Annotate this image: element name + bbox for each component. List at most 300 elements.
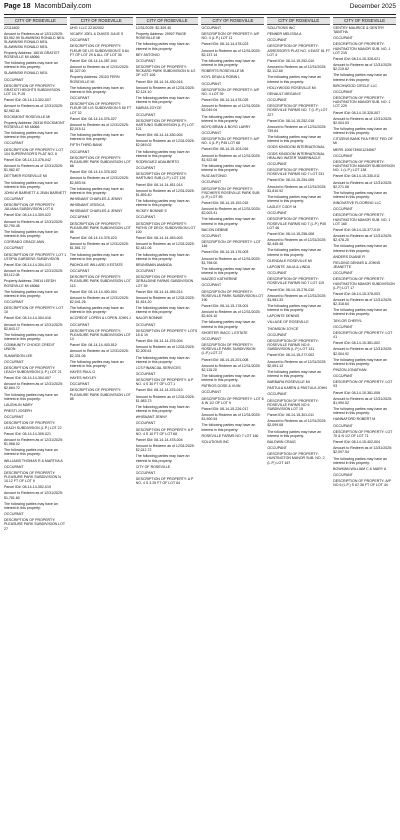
notice-paragraph: MARIJA ZOYCE bbox=[135, 106, 162, 111]
column-header: CITY OF ROSEVILLE bbox=[333, 17, 396, 25]
notice-paragraph: OCCUPANT bbox=[333, 207, 353, 212]
notice-paragraph: OCCUPANT bbox=[135, 470, 156, 475]
notice-paragraph: Parcel ID#: 08-14-14-430-016 bbox=[135, 79, 183, 84]
notice-paragraph: Parcel ID#: 08-14-14-304-013 bbox=[4, 262, 51, 267]
notice-paragraph: Parcel ID#: 08-14-15-328-007 bbox=[333, 110, 381, 115]
notice-paragraph: OCCUPANT bbox=[267, 38, 287, 43]
notice-paragraph: The following parties may have an interest in this property: bbox=[201, 266, 256, 276]
notice-paragraph: OCCUPANT bbox=[4, 464, 24, 469]
notice-paragraph: OCCUPANT bbox=[201, 283, 222, 288]
notice-paragraph: Amount to Redeem as of 12/31/2025: $1,581.72 bbox=[69, 242, 129, 251]
notice-paragraph: KOYL DEAN & ROBIN L bbox=[201, 75, 241, 80]
notice-paragraph: Amount to Redeem as of 12/31/2025: $1,922.68 bbox=[201, 153, 261, 162]
notice-paragraph: BOWMAN WILLIAM C & MARY A bbox=[333, 466, 387, 471]
notice-paragraph: Amount to Redeem as of 12/31/2025: $1,327.00 bbox=[69, 65, 129, 74]
notice-paragraph: OCCUPANT bbox=[4, 77, 24, 82]
notice-paragraph: MAZZEO KATHERINE bbox=[201, 277, 238, 282]
notice-paragraph: The following parties may have an interest in this property: bbox=[201, 320, 256, 329]
notice-paragraph: VICARY JOEL & DUKES JULIE S bbox=[69, 32, 124, 37]
notice-paragraph: Parcel ID#: 08-14-15-301-011 bbox=[267, 413, 314, 418]
notice-paragraph: RUIZ ANTONIO bbox=[201, 174, 227, 179]
notice-paragraph: Amount to Redeem as of 12/31/2025: $1,810.92 bbox=[267, 184, 327, 193]
notice-paragraph: TAYLOR CHERYL bbox=[333, 318, 363, 323]
notice-paragraph: Parcel ID#: 08-14-14-305-021 bbox=[4, 431, 51, 436]
notice-paragraph: DESCRIPTION OF PROPERTY: LOTS 18 & 19 bbox=[135, 328, 198, 337]
notice-paragraph: SOLUTIONS INC bbox=[201, 439, 230, 444]
notice-paragraph: The following parties may have an interest in this property: bbox=[333, 456, 387, 465]
notice-paragraph: Parcel ID#: 08-14-15-277-002 bbox=[267, 353, 315, 358]
notice-paragraph: The following parties may have an interest in this property: bbox=[4, 448, 58, 457]
notice-paragraph: OCCUPANT bbox=[267, 161, 287, 166]
notice-paragraph: OCCUPANT bbox=[267, 446, 287, 451]
notice-paragraph: The following parties may have an interest in this property: bbox=[69, 252, 124, 261]
notice-paragraph: OCCUPANT bbox=[69, 149, 90, 154]
notice-paragraph: Parcel ID#: 08-14-15-402-004 bbox=[333, 440, 381, 445]
notice-paragraph: OCCUPANT bbox=[4, 141, 24, 146]
column-header: CITY OF ROSEVILLE bbox=[201, 17, 264, 25]
notice-paragraph: DESCRIPTION OF PROPERTY: PLEASURE PARK SUBDIVISION LOT 85 bbox=[69, 388, 131, 401]
notice-paragraph: ROCKMONT ROSEVILLE MI bbox=[4, 114, 51, 119]
notice-paragraph: The following parties may have an interest in this property: bbox=[135, 404, 190, 414]
notice-paragraph: DESCRIPTION OF PROPERTY: FISCHER'S ROSEVILLE PARK SUB (L.P.) LOT 55 bbox=[201, 186, 260, 199]
notice-paragraph: DESCRIPTION OF PROPERTY: ROSEVILLE FARMS NO 7 (L.P.) P45 LOT 46 bbox=[267, 217, 327, 230]
notice-paragraph: The following parties may have an interest in this property: bbox=[69, 133, 124, 142]
column-4 bbox=[201, 17, 264, 839]
notice-paragraph: Amount to Redeem as of 12/31/2025: $2,004.53 bbox=[333, 116, 393, 125]
notice-paragraph: LAGLEY CODY M bbox=[267, 205, 297, 210]
notice-paragraph: OCCUPANT bbox=[4, 197, 24, 201]
notice-paragraph: The following parties may have an interest in this property: bbox=[267, 194, 322, 203]
notice-paragraph: WHISNANT CHARLES & JENNY bbox=[69, 197, 123, 201]
notice-paragraph: Parcel ID#: 08-14-13-302-007 bbox=[4, 98, 51, 103]
notice-paragraph: INNOVATIVE FLOORING LLC bbox=[333, 201, 382, 206]
notice-paragraph: Parcel ID#: 08-14-14-476-010 bbox=[135, 388, 183, 393]
notice-paragraph: UHG I LLC 22102002 bbox=[69, 26, 104, 30]
notice-paragraph: Parcel ID#: 08-14-14-304-007 bbox=[4, 376, 51, 381]
notice-paragraph: Parcel ID#: 08-14-15-178-001 bbox=[201, 303, 249, 308]
notice-paragraph: DESCRIPTION OF PROPERTY: LOT 8 & W 1/2 OF LOT 9 bbox=[201, 396, 264, 405]
column-text bbox=[333, 26, 396, 487]
notice-paragraph: DESCRIPTION OF PROPERTY: A/P NO 6 (L.P.) S 67.38 FT OF LOT 44 bbox=[333, 479, 391, 488]
notice-paragraph: DESCRIPTION OF PROPERTY: FLEUR DE LIS SUBDIVISION E 5.64 FT OF LOT 29 & ALL OF LOT 30 bbox=[69, 44, 129, 57]
notice-paragraph: Amount to Redeem as of 12/31/2025: $1,893.40 bbox=[135, 188, 195, 197]
notice-paragraph: DESCRIPTION OF PROPERTY: RICKARD PARK SUBDIVISION N 1/2 OF LOT 106 bbox=[135, 65, 196, 78]
notice-paragraph: Amount to Redeem as of 12/31/2025: $1,983.73 bbox=[135, 394, 195, 403]
notice-paragraph: OCCUPANT bbox=[135, 58, 156, 63]
column-2 bbox=[70, 17, 133, 839]
notice-paragraph: OCCUPANT bbox=[135, 215, 156, 220]
notice-paragraph: Parcel ID#: 08-14-15-152-015 bbox=[201, 201, 249, 205]
notice-paragraph: THOMSON JOYCE bbox=[267, 326, 299, 331]
notice-paragraph: WHISNANT JESSICA bbox=[69, 203, 105, 208]
notice-paragraph: OCCUPANT bbox=[333, 374, 353, 379]
notice-columns bbox=[4, 17, 396, 839]
notice-paragraph: Parcel ID#: 08-14-15-254-005 bbox=[267, 178, 315, 183]
notice-paragraph: The following parties may have an interest in this property: bbox=[333, 244, 387, 253]
notice-paragraph: Parcel ID#: 08-14-15-377-019 bbox=[333, 227, 381, 232]
notice-paragraph: Amount to Redeem as of 12/31/2025: $2,478.20 bbox=[333, 234, 393, 243]
notice-paragraph: The following parties may have an interest in this property: bbox=[333, 308, 387, 317]
column-3 bbox=[136, 17, 199, 839]
notice-paragraph: DESCRIPTION OF PROPERTY: PLEASURE PARK SUBDIVISION LOT 27 bbox=[4, 518, 65, 531]
notice-paragraph: The following parties may have an interest in this property: bbox=[135, 96, 190, 105]
notice-paragraph: The following parties may have an interest in this property: bbox=[201, 374, 256, 383]
notice-paragraph: OCCUPANT bbox=[333, 271, 353, 276]
notice-paragraph: Parcel ID#: 08-14-15-326-021 bbox=[333, 56, 381, 61]
notice-paragraph: DESCRIPTION OF PROPERTY: LOT 70 & N 1/2 OF LOT 71 bbox=[333, 429, 393, 438]
notice-paragraph: Amount to Redeem as of 12/31/2025: $2,124.10 bbox=[135, 85, 195, 94]
notice-paragraph: LAUGHLIN MARY bbox=[4, 402, 33, 407]
notice-paragraph: Parcel ID#: 08-14-14-478-023 bbox=[201, 42, 249, 47]
notice-paragraph: GODS KINGDOM INTERNATIONAL HEALING WATER TABERNACLE bbox=[267, 151, 325, 160]
notice-paragraph: DESCRIPTION OF PROPERTY: ROSEVILLE FARMS NO. 7 (L.P.) LOT 227 bbox=[267, 104, 328, 117]
notice-paragraph: HAYES HAYLEY bbox=[69, 376, 97, 381]
notice-paragraph: The following parties may have an interest in this property: bbox=[135, 454, 190, 463]
notice-paragraph: DESCRIPTION OF PROPERTY: A P NO. 4 S 10 FT OF LOT 68 bbox=[135, 427, 194, 436]
notice-paragraph: BACON DEBBIE bbox=[201, 227, 229, 232]
notice-paragraph: Parcel ID#: 08-14-15-252-018 bbox=[267, 118, 315, 123]
notice-paragraph: The following parties may have an interest in this property: bbox=[4, 332, 58, 342]
notice-paragraph: SLAWINSKI RONALD NEIL bbox=[4, 71, 48, 76]
notice-paragraph: ACCREDIT LOPEN & LOPEN JOHN J bbox=[69, 316, 131, 321]
notice-paragraph: HAYES PAUL G bbox=[69, 370, 96, 374]
notice-paragraph: DESCRIPTION OF PROPERTY: HUNTINGTON MANOR SUB. NO. 1 LOT 215 bbox=[333, 42, 391, 55]
notice-paragraph: The following parties may have an interest in this property: bbox=[267, 135, 322, 144]
notice-paragraph: The following parties may have an interest in this property: bbox=[201, 58, 256, 68]
notice-paragraph: DESCRIPTION OF PROPERTY: ROSEVILLE FARMS NO 6 SUBDIVISION (L.P.) LOT 131 bbox=[267, 338, 319, 352]
notice-paragraph: Parcel ID#: 08-14-15-252-010 bbox=[267, 58, 315, 63]
notice-paragraph: Property Address: 16015 GRATIOT ROSEVILLE MI 48066 bbox=[4, 50, 60, 59]
notice-paragraph: PRESTI JOSEPH bbox=[4, 409, 32, 414]
notice-paragraph: HICKEY BONNIE S bbox=[135, 209, 167, 214]
notice-paragraph: OCCUPANT bbox=[4, 512, 24, 517]
notice-paragraph: Parcel ID#: 08-14-14-357-044 bbox=[69, 58, 117, 63]
notice-paragraph: WHISNANT JENNY bbox=[135, 415, 168, 420]
notice-paragraph: The following parties may have an interest in this property: bbox=[201, 217, 256, 226]
notice-paragraph: OCCUPANT bbox=[267, 332, 287, 337]
notice-paragraph: OCCUPANT bbox=[135, 166, 156, 171]
notice-paragraph: The following parties may have an interest in this property: bbox=[4, 289, 58, 298]
notice-paragraph: DESCRIPTION OF PROPERTY: A/P NO. 4 (L.P.) LOT 11 bbox=[201, 32, 260, 41]
notice-paragraph: DESCRIPTION OF PROPERTY: LEACH SUBDIVISION (L.P.) LOT 21 bbox=[4, 365, 62, 374]
notice-paragraph: The following parties may have an interest in this property: bbox=[135, 199, 190, 208]
notice-paragraph: DESCRIPTION OF PROPERTY: FLEUR DE LIS SUBDIVISION S 60 FT LOT 32 bbox=[69, 102, 132, 115]
notice-paragraph: PATRIOS DOSE & VUIN bbox=[201, 384, 241, 389]
notice-paragraph: DESCRIPTION OF PROPERTY: ROSEVILLE PARK SUBDIVISION (L.P.) LOT 27 bbox=[201, 343, 256, 356]
notice-paragraph: OCCUPANT bbox=[201, 26, 222, 30]
notice-paragraph: BIRCHWOOD CIRCLE LLC bbox=[333, 83, 378, 88]
notice-paragraph: LAPOINTE DENNIS bbox=[267, 314, 300, 319]
notice-paragraph: The following parties may have an interest in this property: bbox=[267, 248, 322, 257]
notice-paragraph: GODS KINGDOM INTERNATIONAL bbox=[267, 145, 325, 150]
notice-paragraph: Property Address: 25103 FERN ROSEVILLE MI bbox=[69, 75, 120, 84]
notice-paragraph: NALOR BONNIE bbox=[135, 316, 163, 321]
notice-paragraph: DESCRIPTION OF PROPERTY: PLEASURE PARK SUBDIVISION LOT 68 bbox=[69, 155, 131, 169]
notice-paragraph: OCCUPANT bbox=[333, 472, 353, 477]
notice-paragraph: LCS FINANCIAL SERVICES bbox=[135, 365, 181, 370]
notice-paragraph: Amount to Redeem as of 12/31/2025: $1,900.54 bbox=[201, 413, 261, 422]
notice-paragraph: ROSEVILLE FARMS NO 7 LOT 160 bbox=[201, 433, 259, 438]
notice-paragraph: OCCUPANT bbox=[267, 98, 287, 103]
notice-paragraph: Amount to Redeem as of 12/31/2025: $1,968.02 bbox=[4, 437, 63, 447]
notice-paragraph: The following parties may have an interest in this property: bbox=[4, 229, 58, 239]
notice-paragraph: FIELDING DENNIS & JOHNS JEANETTE bbox=[333, 260, 381, 270]
notice-paragraph: Parcel ID#: 08-14-14-403-010 bbox=[69, 343, 117, 348]
notice-paragraph: Amount to Redeem as of 12/31/2025: $2,012.72 bbox=[135, 444, 195, 453]
notice-paragraph: OCCUPANT bbox=[135, 322, 156, 327]
notice-paragraph: HOLLYWOOD ROSEVILLE MI bbox=[267, 85, 316, 90]
notice-paragraph: Amount to Redeem as of 12/31/2025: $2,893.94 bbox=[69, 176, 129, 185]
notice-paragraph: FIFTH THIRD BANK bbox=[69, 143, 103, 148]
notice-paragraph: OCCUPANT bbox=[69, 269, 90, 274]
notice-paragraph: The following parties may have an interest in this property: bbox=[135, 42, 190, 51]
notice-paragraph: BALDWIN CRAIG bbox=[267, 439, 296, 444]
notice-paragraph: Amount to Redeem as of 12/31/2025: $3,112.08 bbox=[4, 269, 63, 278]
notice-paragraph: Parcel ID#: 08-14-15-276-010 bbox=[267, 287, 315, 292]
column-6 bbox=[333, 17, 396, 839]
notice-paragraph: SHORTER ISACC L ESTATE bbox=[201, 330, 248, 335]
notice-paragraph: OCCUPANT bbox=[201, 130, 222, 135]
page-number: Page 18 bbox=[4, 3, 31, 10]
notice-paragraph: Amount to Redeem as of 12/31/2025: $2,962.81 bbox=[4, 104, 63, 113]
notice-paragraph: Parcel ID#: 08-14-15-103-016 bbox=[201, 147, 249, 152]
notice-paragraph: The following parties may have an interest in this property: bbox=[135, 306, 190, 315]
notice-paragraph: DESCRIPTION OF PROPERTY: PATHS OF DECK SUBDIVISION LOT 100 bbox=[135, 221, 196, 234]
notice-paragraph: OCCUPANT bbox=[4, 246, 24, 251]
notice-paragraph: The following parties may have an interest in this property: bbox=[4, 180, 58, 189]
notice-paragraph: Amount to Redeem as of 12/31/2025: $1,814.20 bbox=[135, 295, 195, 304]
notice-paragraph: Amount to Redeem as of 12/31/2025: $2,115.20 bbox=[201, 363, 261, 372]
notice-paragraph: Amount to Redeem as of 12/31/2025: $2,318.64 bbox=[333, 297, 393, 307]
notice-paragraph: DESCRIPTION OF PROPERTY: ASSESSOR'S PLAT NO. 4 EAST 61 FT LOT 4 bbox=[267, 44, 331, 57]
notice-paragraph: Parcel ID#: 08-14-14-478-004 bbox=[135, 437, 183, 442]
notice-paragraph: DESCRIPTION OF PROPERTY: PLEASURE PARK SUBDIVISION LOT 113 bbox=[69, 275, 131, 288]
notice-paragraph: OCCUPANT bbox=[4, 359, 24, 364]
notice-paragraph: The following parties may have an interest in this property: bbox=[267, 429, 322, 438]
notice-paragraph: Parcel ID#: 08-14-15-256-008 bbox=[267, 231, 315, 236]
notice-paragraph: 12/31/2025: $2,309.40 bbox=[135, 26, 172, 30]
notice-paragraph: Amount to Redeem as of 12/31/2025: $1,981.33 bbox=[267, 293, 327, 302]
notice-paragraph: OCCUPANT bbox=[135, 269, 156, 274]
notice-paragraph: OCCUPANT bbox=[267, 271, 287, 276]
notice-paragraph: GLENDALE ROSEVILLE MI bbox=[267, 258, 312, 263]
notice-paragraph: BEY ANTONIO bbox=[135, 52, 160, 57]
notice-paragraph: LAPOINTE JULIA & LINDA bbox=[267, 264, 311, 269]
notice-paragraph: Amount to Redeem as of 12/31/2025: $2,112.60 bbox=[267, 65, 327, 74]
notice-paragraph: BOYD BRIAN & BOYD LARRY bbox=[201, 124, 251, 129]
notice-paragraph: The following parties may have an interest in this property: bbox=[4, 392, 58, 401]
column-text bbox=[267, 26, 330, 465]
notice-paragraph: DESCRIPTION OF PROPERTY: A P NO. 4 S 30 FT OF LOT 1 bbox=[135, 378, 194, 387]
notice-paragraph: DESCRIPTION OF PROPERTY: ROSEVILLE PARK SUBDIVISION LOT 190 bbox=[201, 289, 264, 302]
notice-paragraph: The following parties may have an interest in this property: bbox=[267, 369, 322, 378]
notice-paragraph: Parcel ID#: 08-14-14-378-023 bbox=[69, 236, 117, 241]
notice-paragraph: Amount to Redeem as of 12/31/2025: $1,781.60 bbox=[4, 491, 63, 500]
notice-paragraph: MERS 1000739001234567 bbox=[333, 147, 376, 152]
notice-paragraph: Amount to Redeem as of 12/31/2025: $2,051.13 bbox=[267, 359, 327, 368]
notice-paragraph: The following parties may have an interest in this property: bbox=[201, 423, 256, 432]
notice-paragraph: WILLIAMS THOMAS R & MARTHA A bbox=[4, 458, 63, 463]
notice-paragraph: Parcel ID#: 08-14-14-309-022 bbox=[4, 213, 51, 218]
column-text bbox=[4, 26, 67, 531]
notice-paragraph: DESCRIPTION OF PROPERTY: ROSEVILLE FARMS NO 7 LOT 231 bbox=[267, 168, 325, 177]
notice-paragraph: DESCRIPTION OF PROPERTY: A/P NO. 4 LOT 39 bbox=[201, 87, 260, 96]
notice-paragraph: Parcel ID#: 08-14-15-330-011 bbox=[333, 174, 380, 179]
column-header: CITY OF ROSEVILLE bbox=[136, 17, 199, 25]
notice-paragraph: The following parties may have an interest in this property: bbox=[69, 186, 124, 195]
notice-paragraph: Parcel ID#: 08-14-14-476-004 bbox=[135, 339, 183, 344]
notice-paragraph: Parcel ID#: 08-14-14-478-025 bbox=[201, 98, 249, 103]
notice-paragraph: Parcel ID#: 08-14-14-451-014 bbox=[135, 182, 183, 187]
notice-paragraph: GENTRY MAURICE & GENTRY TABITHA bbox=[333, 26, 385, 35]
notice-paragraph: Parcel ID#: 08-14-14-304-016 bbox=[4, 316, 51, 321]
notice-paragraph: Amount to Redeem as of 12/31/2025: $3,962.99 SLAWINSKI RONALD NEIL SLAWINSKI RONALD NEIL SLAWINSKI RONALD NEIL bbox=[4, 32, 65, 49]
notice-paragraph: OCCUPANT bbox=[135, 112, 156, 117]
notice-paragraph: Amount to Redeem as of 12/31/2025: $2,445.48 bbox=[267, 238, 327, 247]
notice-paragraph: DESCRIPTION OF PROPERTY: PLEASURE PARK SUBDIVISION N 10.12 FT OF LOT 9 bbox=[4, 470, 61, 484]
notice-paragraph: The following parties may have an interest in this property: bbox=[333, 126, 387, 136]
notice-paragraph: The following parties may have an interest in this property: bbox=[333, 407, 387, 416]
notice-paragraph: OCCUPANT bbox=[201, 81, 222, 86]
notice-paragraph: The following parties may have an interest in this property: bbox=[267, 75, 322, 84]
notice-paragraph: PADHOLKE WILLARD II ESTATE bbox=[69, 262, 123, 267]
notice-paragraph: OCCUPANT bbox=[69, 215, 90, 220]
notice-paragraph: RODRIGUEZ ADALBERTO bbox=[135, 159, 180, 164]
notice-paragraph: DESCRIPTION OF PROPERTY: LOT 146 bbox=[201, 240, 261, 249]
notice-paragraph: Parcel ID#: 08-14-14-352-019 bbox=[4, 485, 51, 490]
notice-paragraph: DESCRIPTION OF PROPERTY: GRATIOT HEIGHTS SUBDIVISION LOT 14, P-26 bbox=[4, 83, 61, 97]
notice-paragraph: OCCUPANT bbox=[267, 211, 287, 216]
notice-paragraph: The following parties may have an interest in this property: bbox=[135, 149, 190, 158]
notice-paragraph: Parcel ID#: 08-14-14-400-004 bbox=[69, 289, 117, 294]
notice-paragraph: CITIZENS BANK FKA FIRST FED OF MI bbox=[333, 137, 393, 146]
notice-paragraph: Amount to Redeem as of 12/31/2025: $2,441.06 bbox=[135, 242, 195, 251]
notice-paragraph: The following parties may have an interest in this property: bbox=[201, 114, 256, 123]
notice-paragraph: COMMUNITY CHOICE CREDIT UNION bbox=[4, 343, 55, 352]
notice-paragraph: Parcel ID#: 08-14-14-453-003 bbox=[135, 236, 183, 241]
notice-paragraph: Parcel ID#: 08-14-15-381-002 bbox=[333, 341, 381, 346]
notice-paragraph: Amount to Redeem as of 12/31/2025: $1,798.00 bbox=[201, 256, 261, 265]
notice-paragraph: DESCRIPTION OF PROPERTY: HUNTINGTON MANOR SUBDIVISION (L.P.) LOT 17 bbox=[333, 277, 395, 290]
notice-paragraph: PINZON JONATHAN bbox=[333, 368, 367, 372]
notice-paragraph: Amount to Redeem as of 12/31/2025: 739.64 bbox=[267, 124, 327, 133]
notice-paragraph: Parcel ID#: 08-14-14-378-002 bbox=[69, 170, 117, 175]
notice-paragraph: OCCUPANT bbox=[333, 153, 353, 158]
notice-paragraph: OCCUPANT bbox=[4, 299, 24, 304]
notice-paragraph: 22114602 bbox=[4, 26, 20, 30]
notice-paragraph: The following parties may have an interest in this property: bbox=[135, 355, 190, 364]
notice-paragraph: SUMARDON LEE bbox=[4, 353, 33, 358]
notice-paragraph: Parcel ID#: 08-14-15-201-008 bbox=[201, 357, 249, 362]
notice-paragraph: OCCUPANT bbox=[333, 89, 353, 94]
column-5 bbox=[267, 17, 330, 839]
notice-paragraph: DENAULT MEGAN E bbox=[267, 91, 301, 96]
notice-paragraph: BRUNSMAN AMANDA bbox=[135, 262, 172, 267]
notice-paragraph: The following parties may have an interest in this property: bbox=[333, 190, 387, 199]
masthead bbox=[4, 3, 396, 15]
notice-paragraph: Amount to Redeem as of 12/31/2025: $2,205.61 bbox=[135, 345, 195, 354]
notice-paragraph: Parcel ID#: 08-14-15-378-003 bbox=[333, 291, 381, 296]
site-name: MacombDaily.com bbox=[34, 3, 92, 10]
column-1 bbox=[4, 17, 67, 839]
notice-paragraph: The following parties may have an interest in this property: bbox=[69, 359, 124, 368]
notice-paragraph: OCCUPANT bbox=[333, 423, 353, 428]
notice-paragraph: OCCUPANT bbox=[267, 392, 287, 397]
notice-paragraph: Amount to Redeem as of 12/31/2025: $2,041.26 bbox=[69, 295, 129, 304]
notice-paragraph: Amount to Redeem as of 12/31/2025: $2,843.17 bbox=[4, 322, 63, 331]
notice-paragraph: OCCUPANT bbox=[69, 322, 90, 327]
notice-paragraph: DESCRIPTION OF PROPERTY: LEACH SUBDIVISION (L.P.) LOT 22 bbox=[4, 421, 62, 430]
notice-paragraph: The following parties may have an interest in this property: bbox=[333, 73, 387, 82]
notice-paragraph: The following parties may have an interest in this property: bbox=[267, 303, 322, 313]
notice-paragraph: DETTMER ROSEVILLE MI bbox=[4, 174, 47, 179]
notice-paragraph: OCCUPANT bbox=[333, 36, 353, 41]
notice-paragraph: ROBERTS ROSEVILLE MI bbox=[201, 69, 245, 74]
notice-paragraph: Property Address: 26316 ROCKMONT ROSEVILLE MI 48066 bbox=[4, 120, 65, 129]
notice-paragraph: Amount to Redeem as of 12/31/2025: $2,271.08 bbox=[333, 180, 393, 189]
issue-date: December 2025 bbox=[349, 3, 396, 10]
notice-paragraph: OCCUPANT bbox=[333, 324, 353, 329]
notice-paragraph: DESCRIPTION OF PROPERTY: HUNTINGTON MANOR SUB. NO. 2 (L.P.) LOT 167 bbox=[267, 452, 325, 465]
notice-paragraph: The following parties may have an interest in this property: bbox=[4, 131, 58, 140]
notice-paragraph: JOHN W BARNETT & JEAN BARNETT bbox=[4, 190, 67, 195]
notice-paragraph: DESCRIPTION OF PROPERTY: ROSEVILLE FARMS NO 6 SUBDIVISION LOT 15 bbox=[267, 398, 319, 411]
notice-paragraph: OCCUPANT bbox=[201, 180, 222, 185]
notice-paragraph: The following parties may have an interest in this property: bbox=[135, 252, 190, 261]
notice-paragraph: OCCUPANT bbox=[135, 421, 156, 426]
notice-paragraph: DESCRIPTION OF PROPERTY: A/P NO. 4 (L.P.) P45 LOT 68 bbox=[201, 137, 260, 146]
notice-paragraph: Amount to Redeem as of 12/31/2025: $2,664.72 bbox=[4, 382, 63, 391]
notice-paragraph: DESCRIPTION OF PROPERTY: HUNTINGTON MANOR SUBDIVISION NO. 1 (L.P.) LOT 138 bbox=[333, 159, 395, 173]
notice-paragraph: Parcel ID#: 08-14-15-226-017 bbox=[201, 406, 249, 411]
notice-paragraph: OCCUPANT bbox=[69, 96, 90, 101]
notice-paragraph: Amount to Redeem as of 12/31/2025: $2,003.41 bbox=[201, 207, 261, 216]
notice-paragraph: The following parties may have an interest in this property: bbox=[201, 163, 256, 173]
notice-paragraph: Amount to Redeem as of 12/31/2025: $2,004.92 bbox=[333, 347, 393, 356]
notice-paragraph: ANDERS DUANE R bbox=[333, 254, 365, 259]
notice-paragraph: HANNAFORD ROBERT M bbox=[333, 417, 376, 422]
notice-paragraph: The following parties may have an interest in this property: bbox=[4, 61, 58, 70]
notice-paragraph: OCCUPANT bbox=[4, 415, 24, 420]
notice-paragraph: DESCRIPTION OF PROPERTY: ROSEVILLE FARMS NO 7 LOT 119 bbox=[267, 277, 324, 286]
notice-paragraph: DESCRIPTION OF PROPERTY: HUNTINGTON MANOR SUB. NO. 1 LOT 160 bbox=[333, 213, 391, 226]
notice-paragraph: Amount to Redeem as of 12/31/2025: $1,990.52 bbox=[333, 396, 393, 405]
notice-paragraph: Amount to Redeem as of 12/31/2025: $2,099.08 bbox=[267, 419, 327, 428]
notice-paragraph: Amount to Redeem as of 12/31/2025: $1,982.87 bbox=[4, 164, 63, 173]
notice-paragraph: DESCRIPTION OF PROPERTY: A P NO. 4 S 3.25 FT OF LOT 64 bbox=[135, 476, 194, 486]
notice-paragraph: DESCRIPTION OF PROPERTY: LOT 41 bbox=[333, 330, 393, 340]
notice-paragraph: Amount to Redeem as of 12/31/2025: $2,097.54 bbox=[333, 446, 393, 455]
notice-paragraph: DESCRIPTION OF PROPERTY: HARTUNG SUB (L.P.) LOT 126 bbox=[135, 172, 188, 181]
notice-paragraph: OCCUPANT bbox=[201, 336, 222, 341]
notice-paragraph: Parcel ID#: 08-14-13-376-042 bbox=[4, 157, 51, 162]
notice-paragraph: CITY OF ROSEVILLE bbox=[135, 464, 171, 469]
notice-paragraph: OCCUPANT bbox=[201, 390, 222, 395]
notice-paragraph: DESCRIPTION OF PROPERTY: PLEASURE PARK SUBDIVISION LOT 14 bbox=[69, 328, 131, 342]
notice-paragraph: DESCRIPTION OF PROPERTY: LOT 93 bbox=[333, 380, 393, 389]
notice-paragraph: DESCRIPTION OF PROPERTY: GERALDINE FARMS SUBDIVISION LOT 39 bbox=[135, 275, 194, 288]
notice-paragraph: DESCRIPTION OF PROPERTY: LOT 104 SUPERVISOR'S PLAT NO. 6 bbox=[4, 147, 64, 156]
notice-paragraph: Parcel ID#: 08-14-15-381-006 bbox=[333, 390, 381, 395]
notice-paragraph: Property Address: 29814 LEEDH ROSEVILLE MI 48066 bbox=[4, 279, 56, 288]
notice-paragraph: DESCRIPTION OF PROPERTY: LOT 10 bbox=[4, 306, 64, 315]
notice-paragraph: Amount to Redeem as of 12/31/2025: $2,790.45 bbox=[4, 219, 63, 228]
notice-paragraph: DESCRIPTION OF PROPERTY: HARTUNG SUBDIVISION (L.P.) LOT 121 bbox=[135, 118, 194, 131]
notice-paragraph: Amount to Redeem as of 12/31/2025: $2,015.11 bbox=[69, 122, 129, 131]
notice-paragraph: SOLUTIONS INC bbox=[267, 26, 295, 30]
notice-paragraph: Parcel ID#: 08-14-14-455-014 bbox=[135, 289, 183, 294]
notice-paragraph: PENNER MELISSA A bbox=[267, 32, 302, 37]
